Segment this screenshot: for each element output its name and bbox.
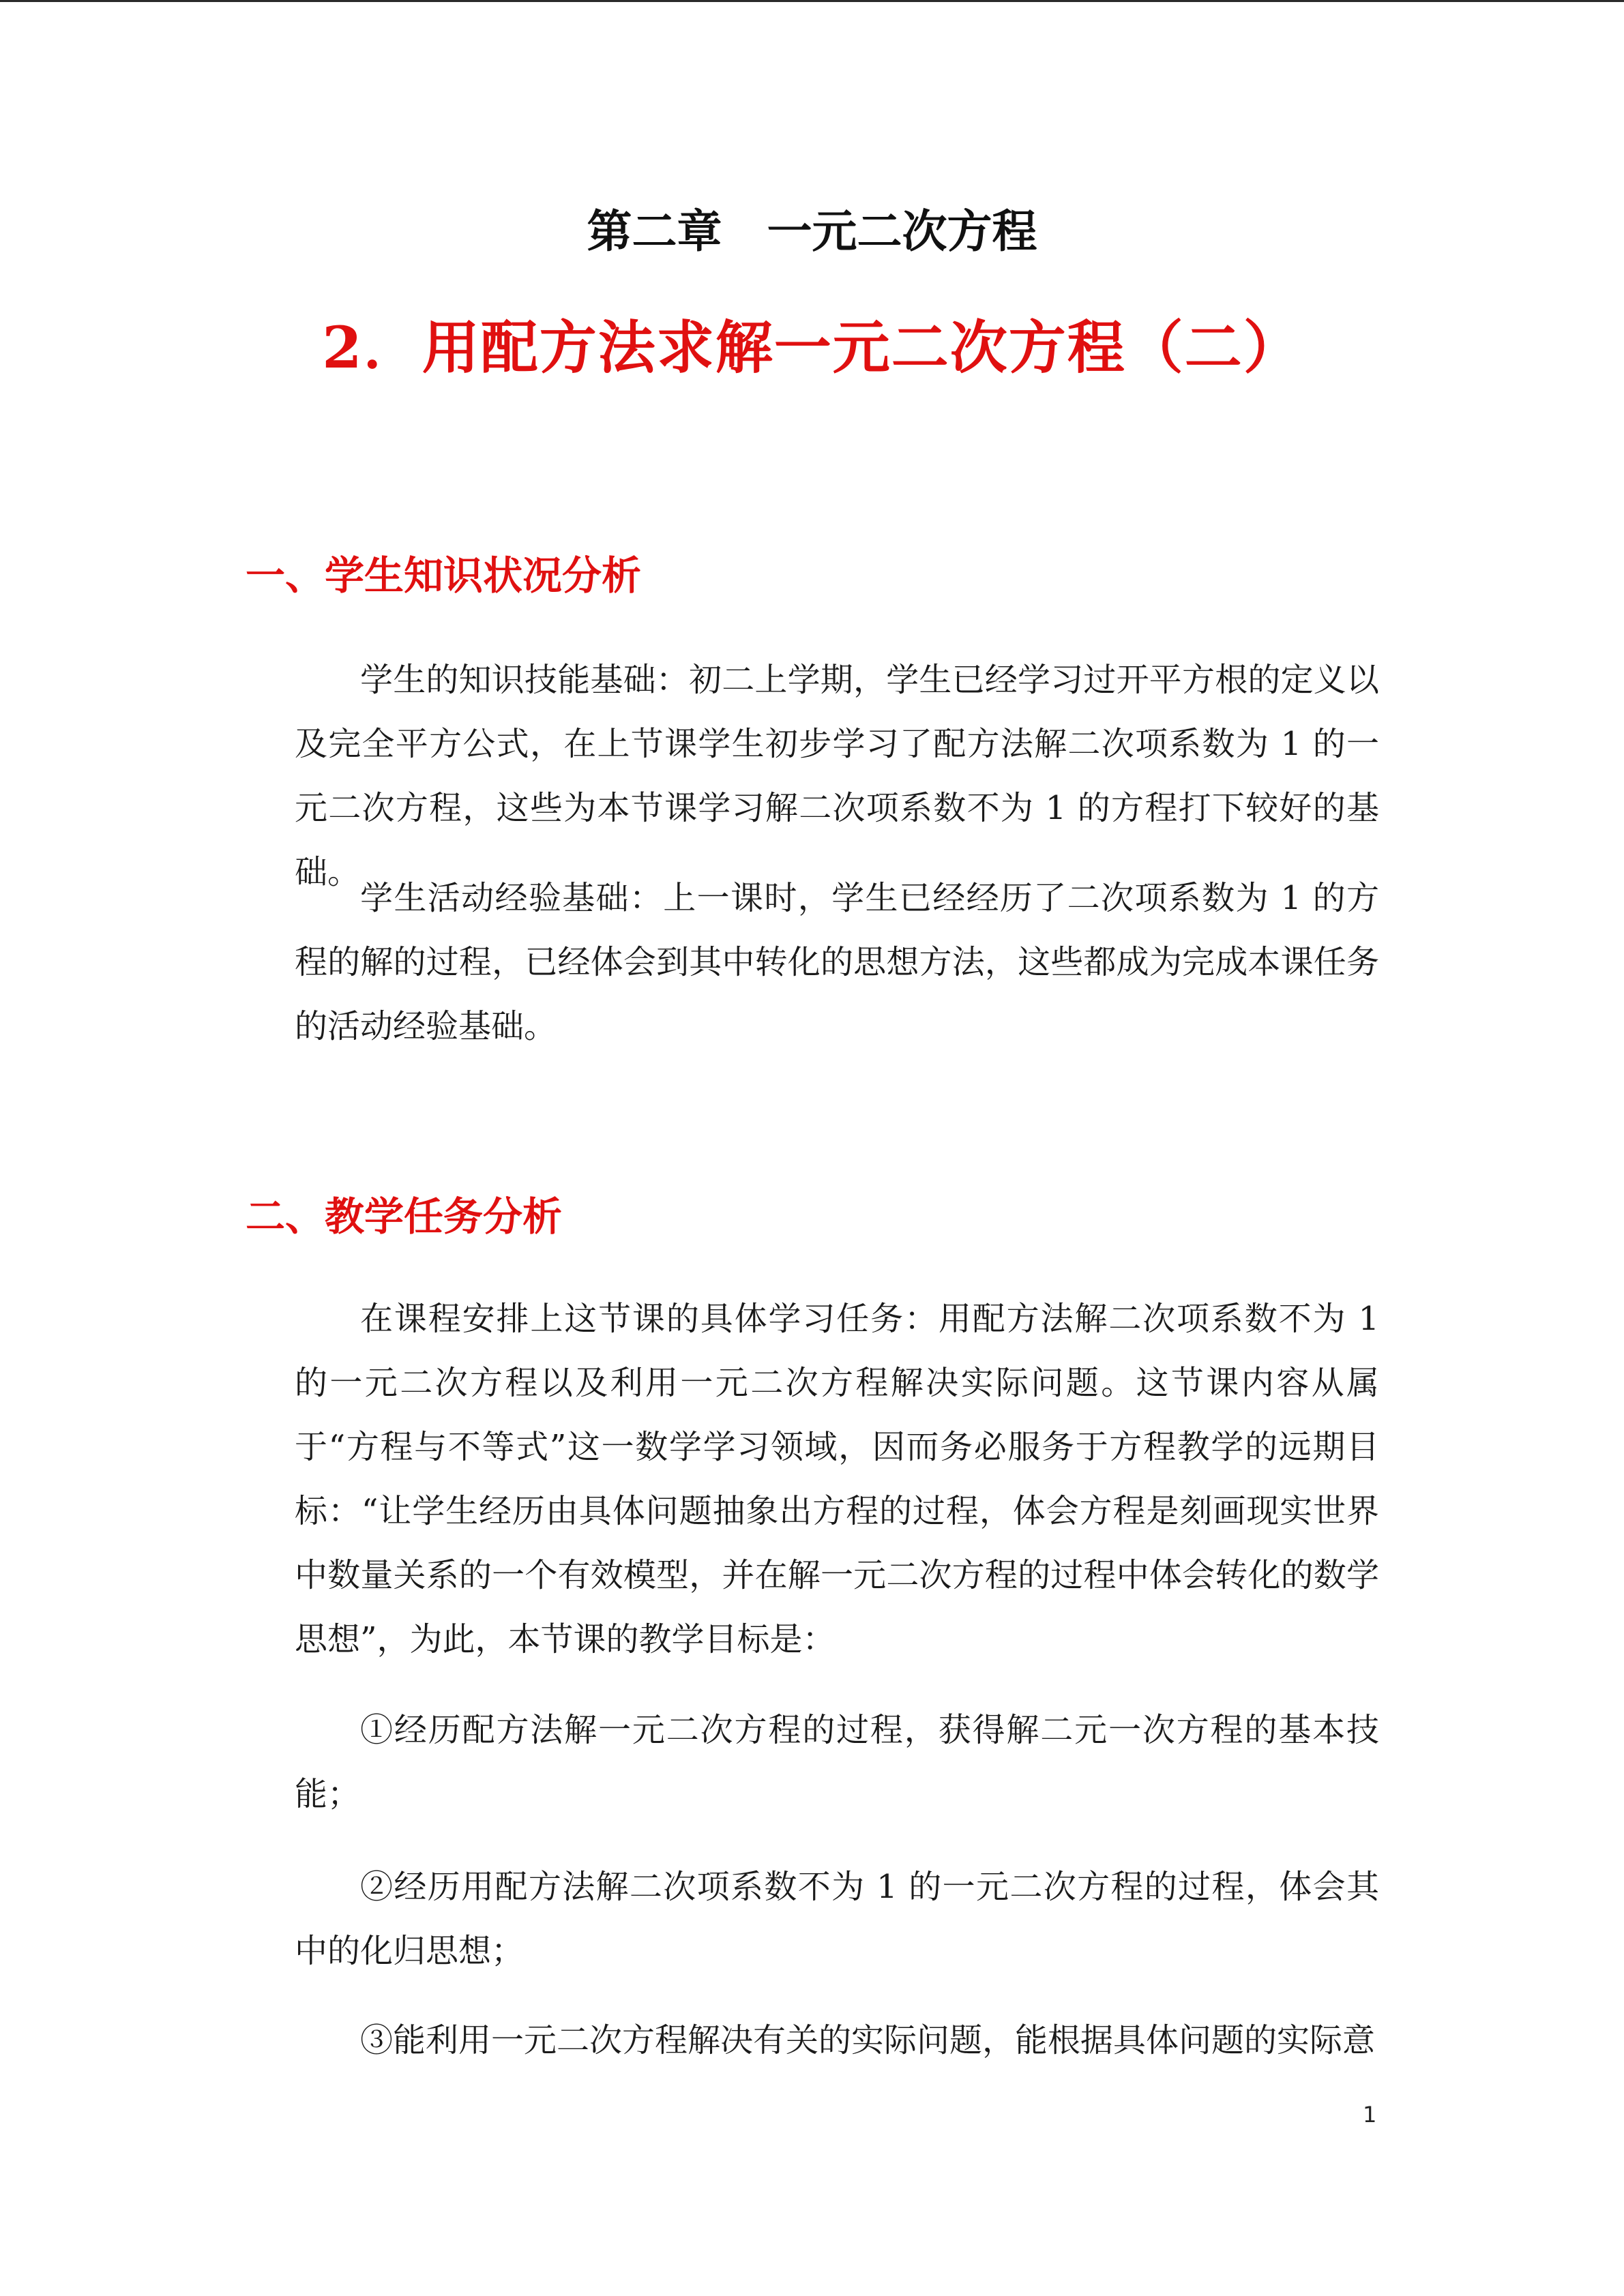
top-border-line xyxy=(0,0,1624,2)
paragraph-task-description: 在课程安排上这节课的具体学习任务：用配方法解二次项系数不为 1 的一元二次方程以及利用一元二次方程解决实际问题。这节课内容从属于“方程与不等式”这一数学学习领域，因而务必服务于方程教学的远期目标：“让学生经历由具体问题抽象出方程的过程，体会方程是刻画现实世界中数量关系的一个有效模型，并在解一元二次方程的过程中体会转化的数学思想”，为此，本节课的教学目标是： xyxy=(295,1300,1379,1658)
section-heading-task-analysis: 二、教学任务分析 xyxy=(246,1193,563,1240)
lesson-title: 2．用配方法求解一元二次方程（二） xyxy=(322,314,1302,381)
paragraph-activity-basis: 学生活动经验基础：上一课时，学生已经经历了二次项系数为 1 的方程的解的过程，已经体会到其中转化的思想方法，这些都成为完成本课任务的活动经验基础。 xyxy=(295,879,1379,1045)
paragraph-goal-3: ③能利用一元二次方程解决有关的实际问题，能根据具体问题的实际意 xyxy=(360,2021,1376,2059)
section-heading-student-analysis: 一、学生知识状况分析 xyxy=(246,552,642,599)
chapter-title: 第二章 一元二次方程 xyxy=(587,205,1037,258)
paragraph-goal-1: ①经历配方法解一元二次方程的过程，获得解二元一次方程的基本技能； xyxy=(295,1711,1379,1813)
paragraph-knowledge-basis: 学生的知识技能基础：初二上学期，学生已经学习过开平方根的定义以及完全平方公式，在上节课学生初步学习了配方法解二次项系数为 1 的一元二次方程，这些为本节课学习解二次项系数不为 1 的方程打下较好的基础。 xyxy=(295,661,1379,891)
paragraph-goal-2: ②经历用配方法解二次项系数不为 1 的一元二次方程的过程，体会其中的化归思想； xyxy=(295,1868,1379,1970)
page-number: 1 xyxy=(1363,2102,1377,2128)
